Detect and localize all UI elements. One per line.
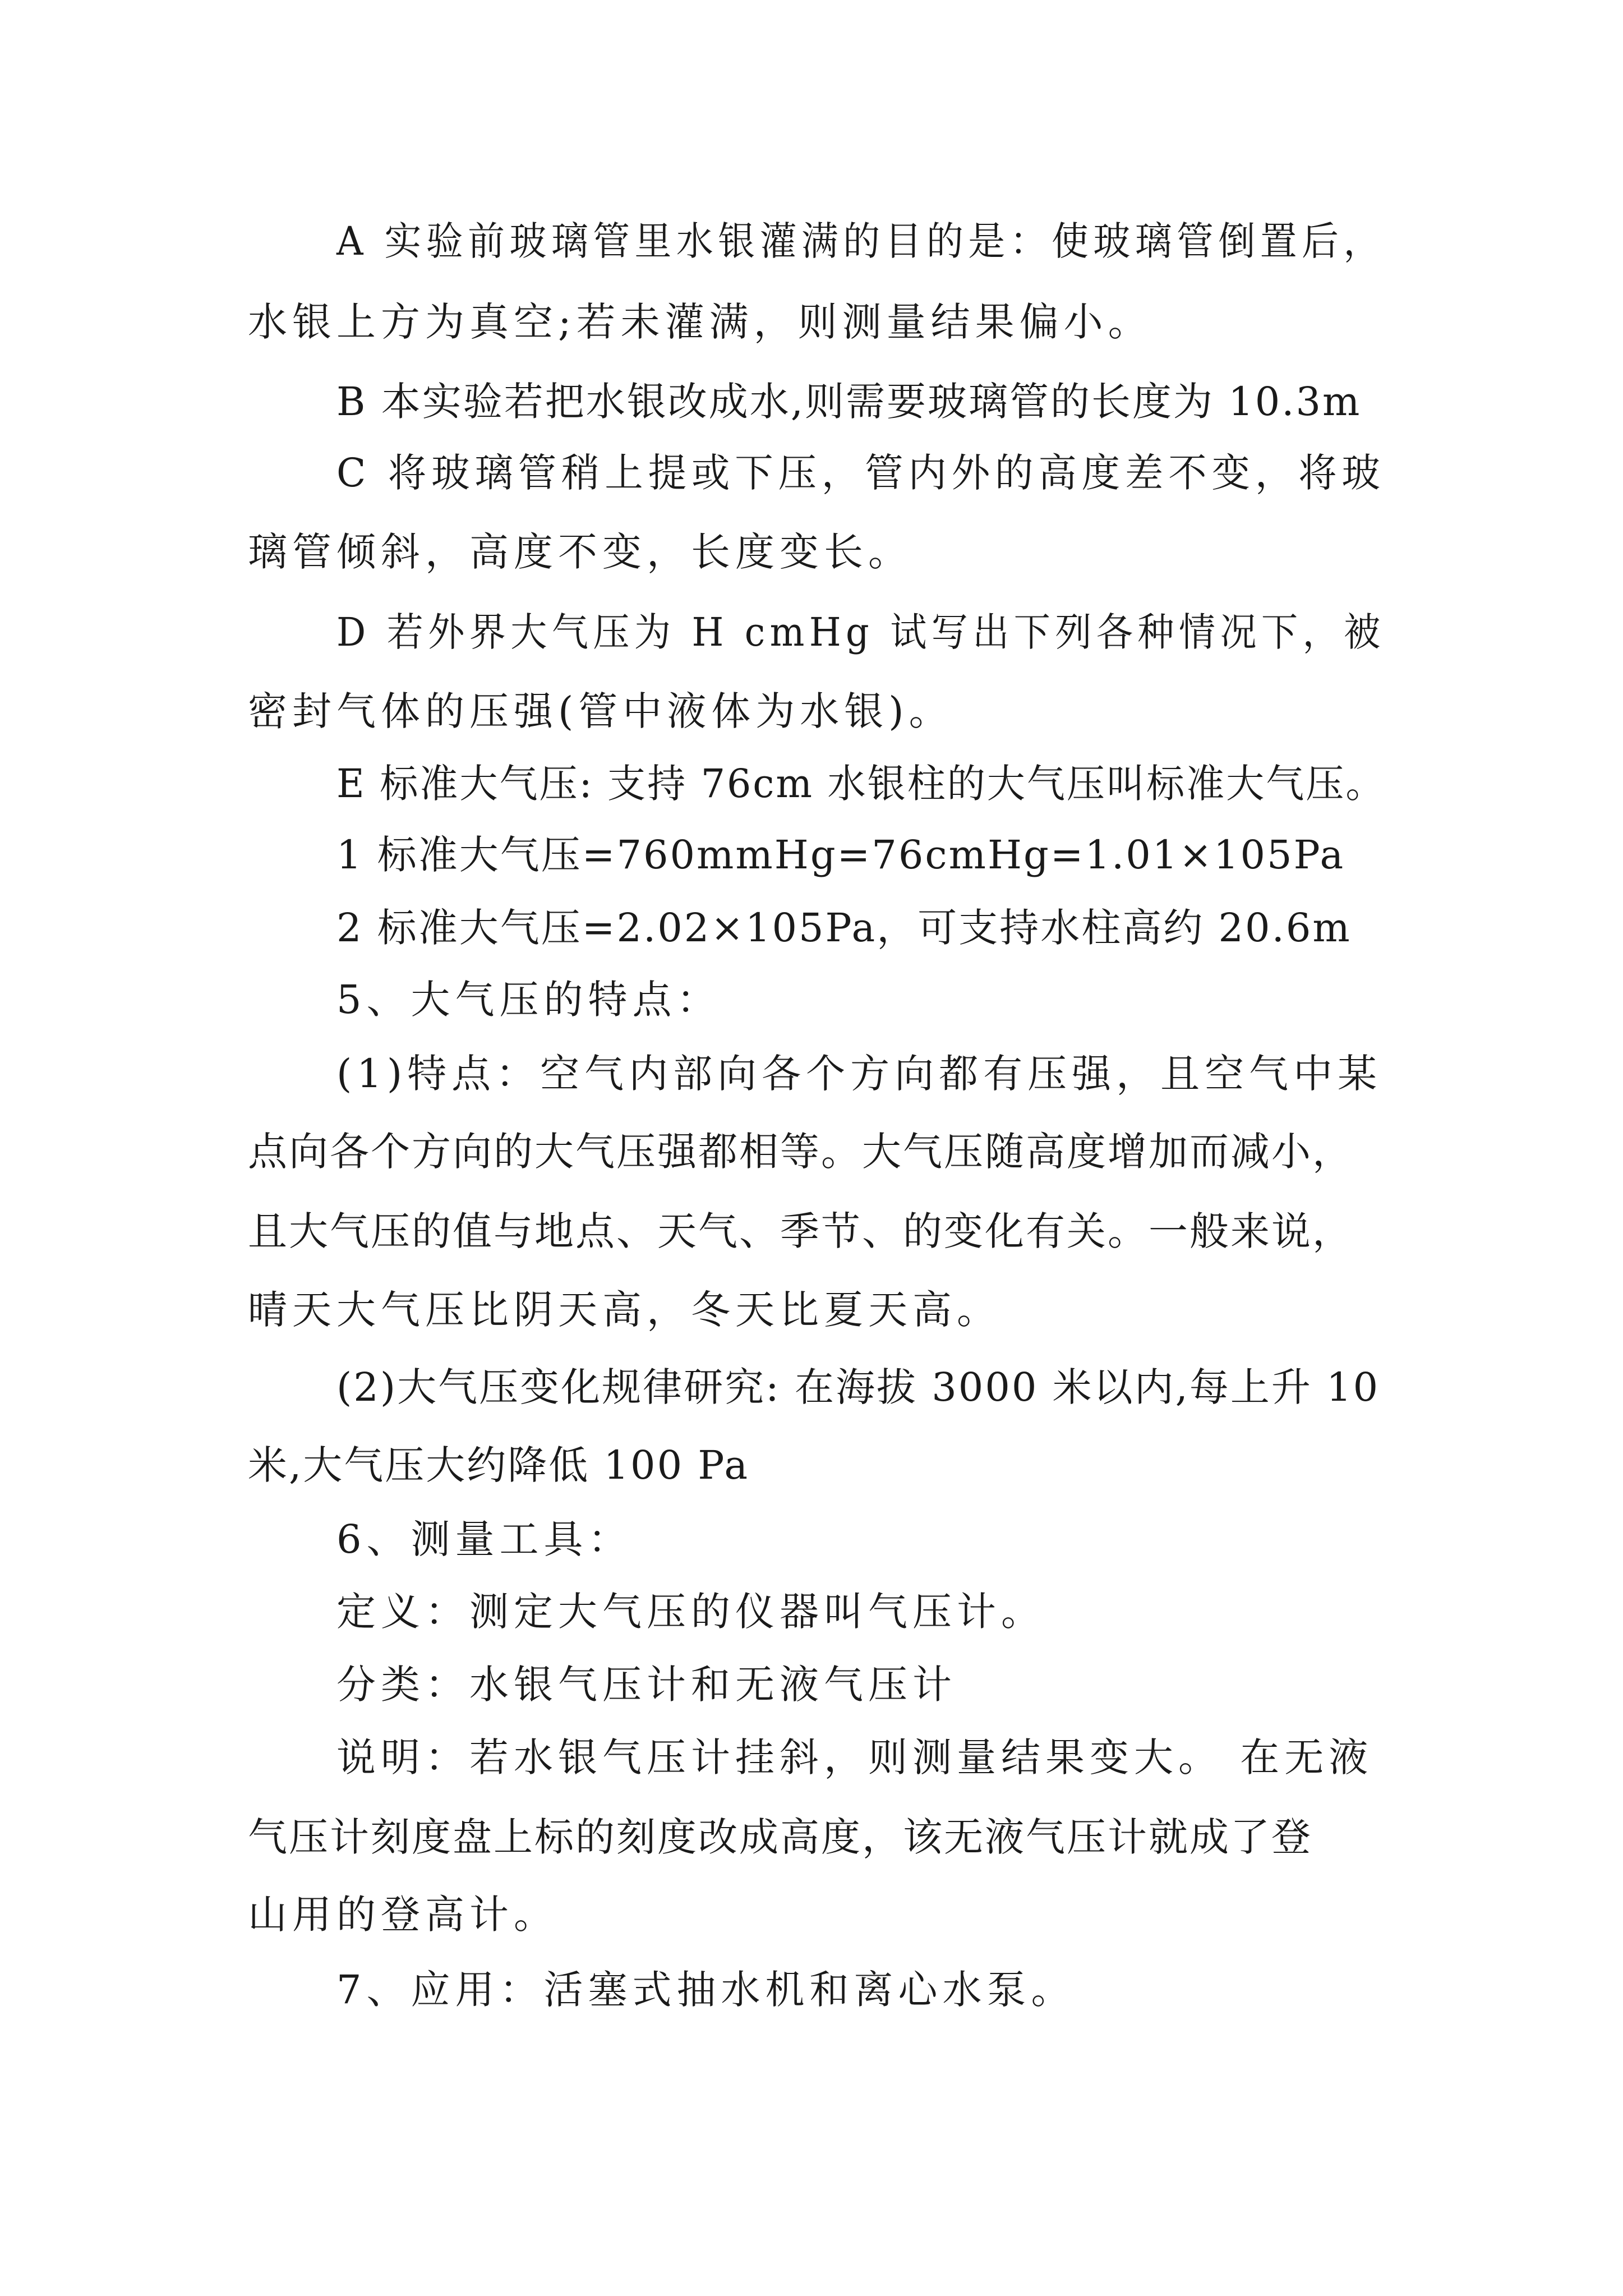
text-line: 气压计刻度盘上标的刻度改成高度，该无液气压计就成了登 [248, 1814, 1312, 1860]
text-line: C 将玻璃管稍上提或下压，管内外的高度差不变，将玻 [336, 450, 1385, 496]
text-line: A 实验前玻璃管里水银灌满的目的是：使玻璃管倒置后， [336, 218, 1385, 264]
text-line: 说明：若水银气压计挂斜，则测量结果变大。 在无液 [336, 1734, 1373, 1780]
text-line: (2)大气压变化规律研究: 在海拔 3000 米以内,每上升 10 [336, 1364, 1380, 1410]
text-line: 密封气体的压强(管中液体为水银)。 [248, 688, 953, 734]
text-line: 且大气压的值与地点、天气、季节、的变化有关。一般来说， [248, 1208, 1353, 1254]
section-heading: 6、测量工具： [336, 1516, 633, 1562]
text-line: 山用的登高计。 [248, 1892, 558, 1938]
text-line: 点向各个方向的大气压强都相等。大气压随高度增加而减小， [248, 1129, 1353, 1175]
section-heading: 7、应用：活塞式抽水机和离心水泵。 [336, 1967, 1076, 2013]
text-line: 璃管倾斜，高度不变，长度变长。 [248, 529, 912, 575]
text-line: 分类：水银气压计和无液气压计 [336, 1662, 957, 1708]
text-line: 水银上方为真空;若未灌满，则测量结果偏小。 [248, 299, 1152, 345]
text-line: 米,大气压大约降低 100 Pa [248, 1442, 750, 1488]
text-line: 1 标准大气压=760mmHg=76cmHg=1.01×105Pa [336, 832, 1345, 878]
text-line: (1)特点：空气内部向各个方向都有压强，且空气中某 [336, 1051, 1382, 1097]
text-line: 晴天大气压比阴天高，冬天比夏天高。 [248, 1287, 1001, 1333]
text-line: E 标准大气压: 支持 76cm 水银柱的大气压叫标准大气压。 [336, 761, 1386, 807]
text-line: B 本实验若把水银改成水,则需要玻璃管的长度为 10.3m [336, 379, 1362, 425]
text-line: D 若外界大气压为 H cmHg 试写出下列各种情况下，被 [336, 609, 1385, 655]
text-line: 2 标准大气压=2.02×105Pa，可支持水柱高约 20.6m [336, 905, 1352, 951]
section-heading: 5、大气压的特点： [336, 977, 721, 1023]
text-line: 定义：测定大气压的仪器叫气压计。 [336, 1589, 1045, 1635]
